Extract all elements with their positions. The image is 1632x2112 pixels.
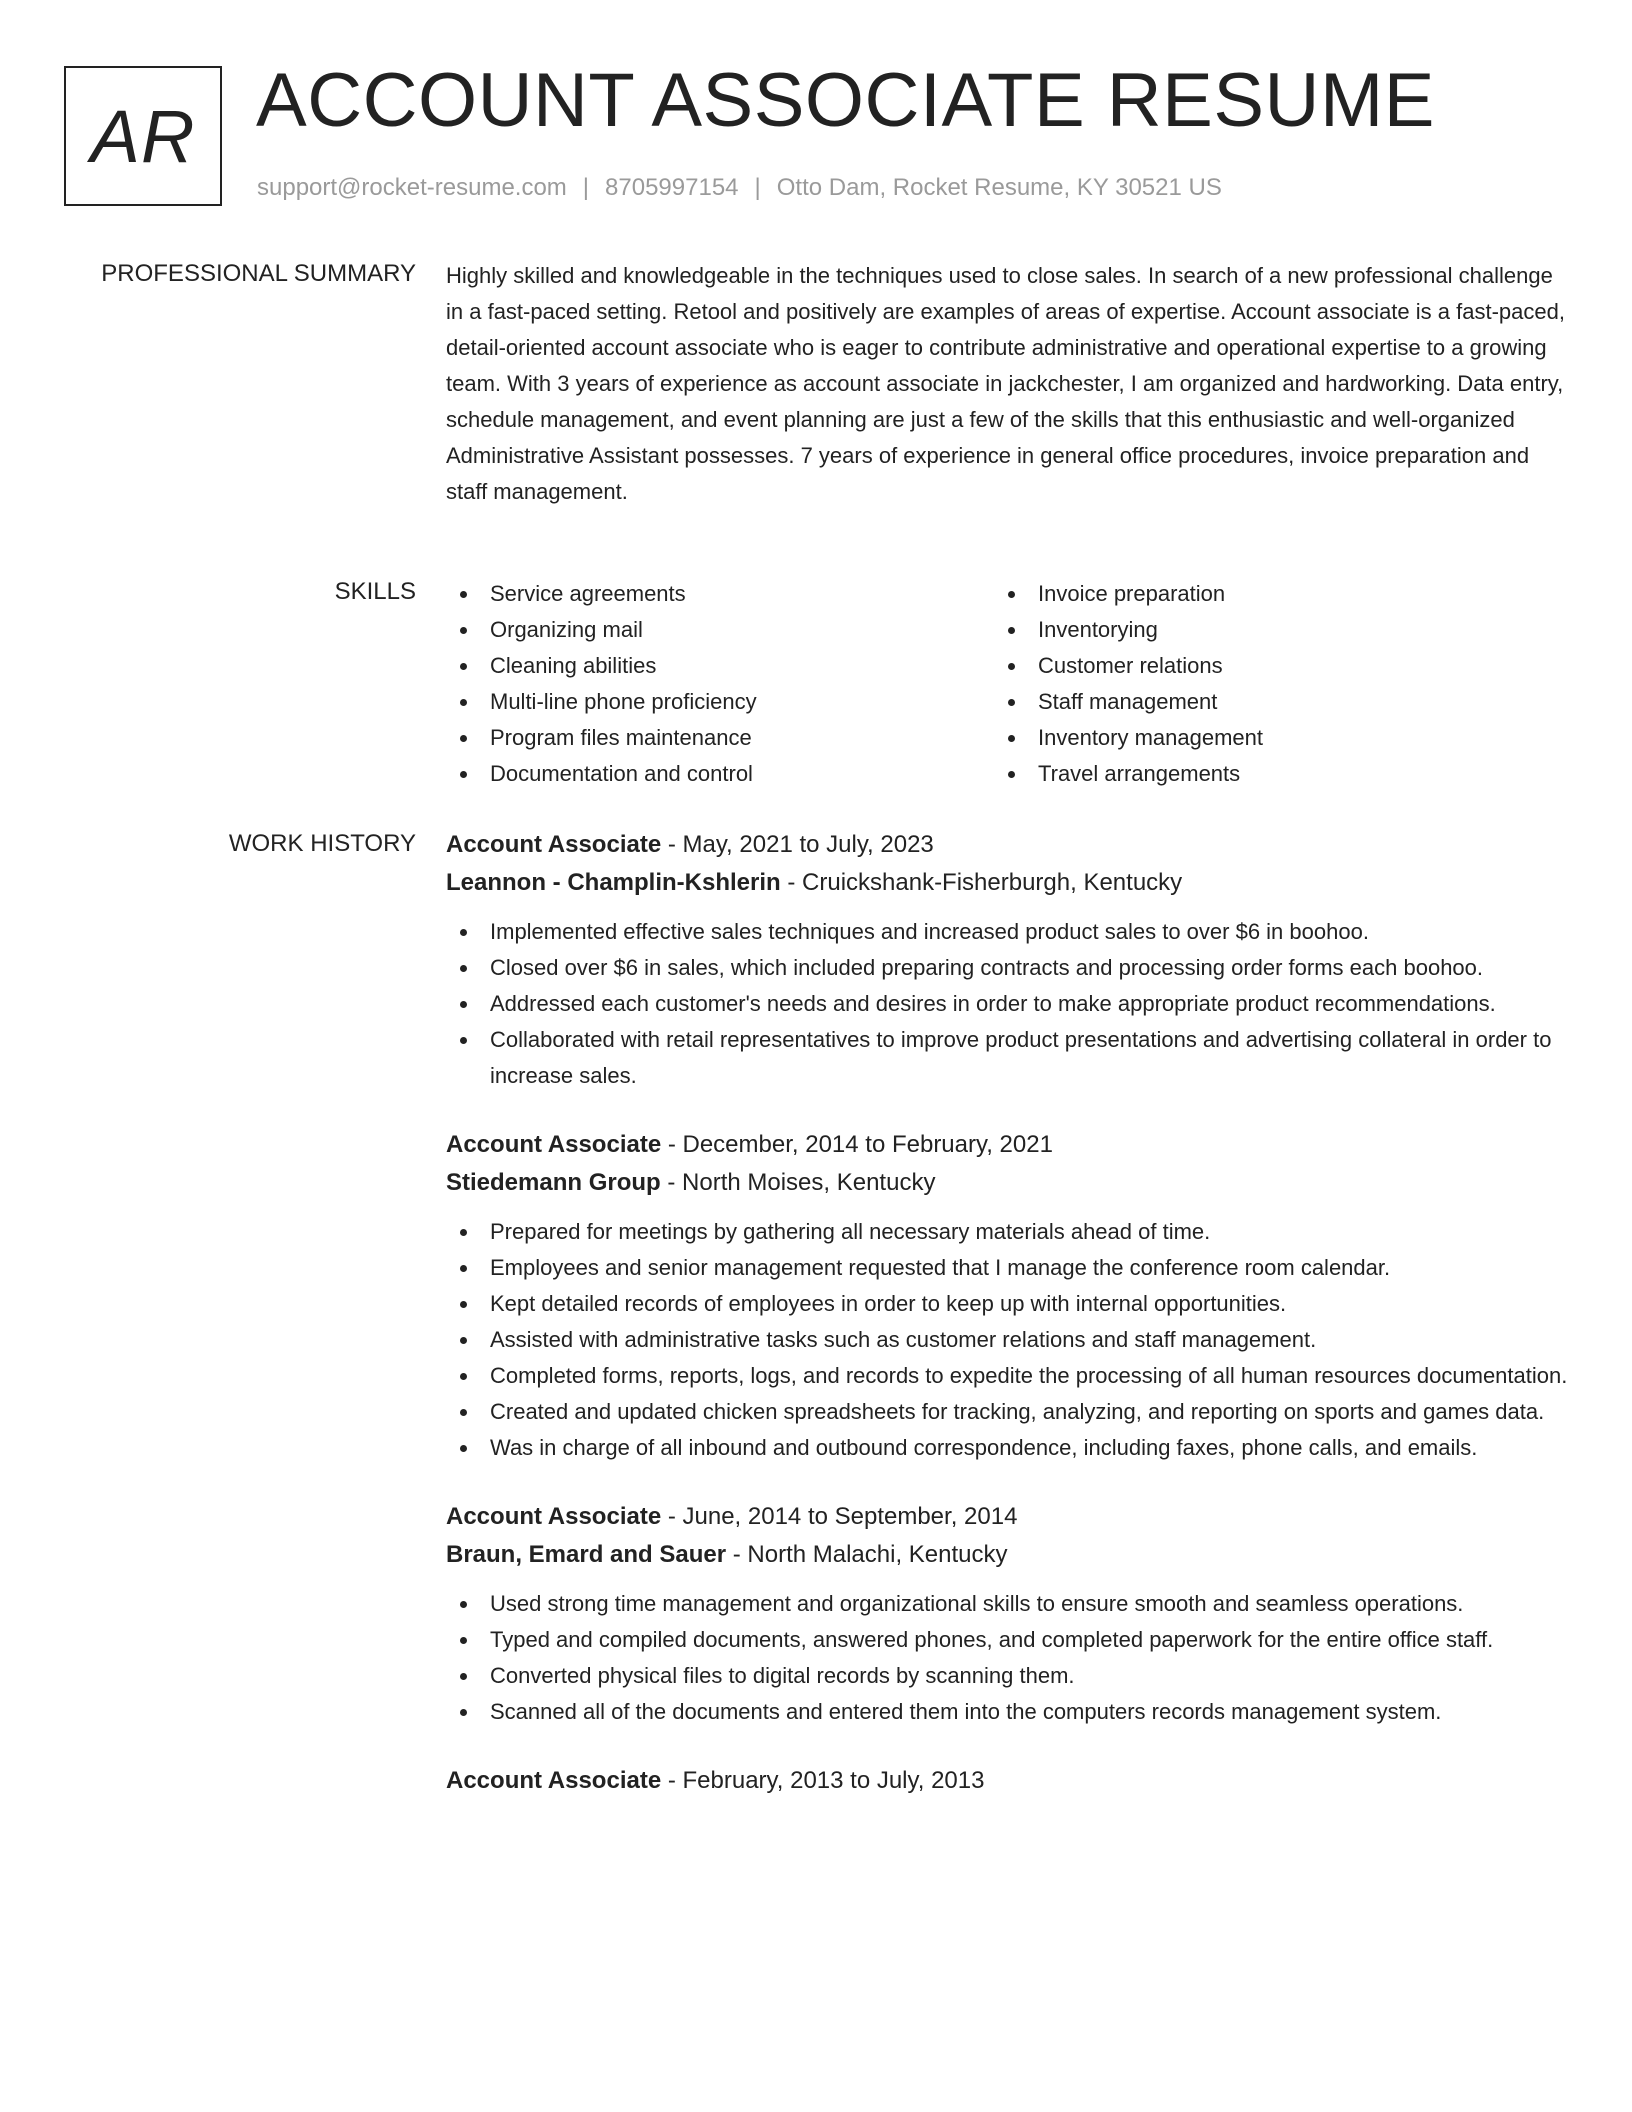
skill-item: Staff management — [994, 684, 1542, 720]
job-bullets — [446, 914, 1572, 1094]
summary-text: Highly skilled and knowledgeable in the techniques used to close sales. In search of a new professional challenge in a fast-paced setting. Retool and positively are examples of areas of expertise. Account associate is a fast-paced, detail-oriented account associate who is eager to contribute administrative and operational expertise to a growing team. With 3 years of experience as account associate in jackchester, I am organized and hardworking. Data entry, schedule management, and event planning are just a few of the skills that this enthusiastic and well-organized Administrative Assistant possesses. 7 years of experience in general office procedures, invoice preparation and staff management. — [446, 263, 1565, 504]
job-dates: - June, 2014 to September, 2014 — [661, 1503, 1018, 1530]
job-title: Account Associate — [446, 831, 662, 858]
monogram-text: AR — [90, 94, 196, 178]
skill-item: Organizing mail — [446, 612, 994, 648]
skills-heading: SKILLS — [334, 578, 416, 605]
skills-column-left — [446, 576, 994, 792]
contact-separator: | — [754, 174, 761, 201]
job-title-line — [446, 1498, 1572, 1536]
job-bullets — [446, 1586, 1572, 1730]
job-title-line — [446, 1762, 1572, 1800]
job-bullet: Completed forms, reports, logs, and records to expedite the processing of all human resources documentation. — [446, 1358, 1572, 1394]
job-company: Leannon - Champlin-Kshlerin — [446, 869, 781, 896]
job-bullet: Kept detailed records of employees in order to keep up with internal opportunities. — [446, 1286, 1572, 1322]
contact-address: Otto Dam, Rocket Resume, KY 30521 US — [776, 174, 1222, 201]
job-bullet: Scanned all of the documents and entered them into the computers records management system. — [446, 1694, 1572, 1730]
job-location: - Cruickshank-Fisherburgh, Kentucky — [780, 869, 1183, 896]
job-bullet: Assisted with administrative tasks such as customer relations and staff management. — [446, 1322, 1572, 1358]
job-bullet: Implemented effective sales techniques and increased product sales to over $6 in boohoo. — [446, 914, 1572, 950]
resume-title: ACCOUNT ASSOCIATE RESUME — [256, 58, 1435, 143]
skill-item: Invoice preparation — [994, 576, 1542, 612]
job-bullet: Used strong time management and organizational skills to ensure smooth and seamless operations. — [446, 1586, 1572, 1622]
job-dates: - May, 2021 to July, 2023 — [661, 831, 934, 858]
job-company-line — [446, 864, 1572, 902]
skill-item: Customer relations — [994, 648, 1542, 684]
skill-item: Program files maintenance — [446, 720, 994, 756]
job-dates: - February, 2013 to July, 2013 — [661, 1767, 985, 1794]
job-bullets — [446, 1214, 1572, 1466]
job-title: Account Associate — [446, 1131, 662, 1158]
job-bullet: Created and updated chicken spreadsheets for tracking, analyzing, and reporting on sports and games data. — [446, 1394, 1572, 1430]
monogram-box — [64, 66, 222, 206]
job-bullet: Closed over $6 in sales, which included preparing contracts and processing order forms each boohoo. — [446, 950, 1572, 986]
skill-item: Documentation and control — [446, 756, 994, 792]
job-dates: - December, 2014 to February, 2021 — [661, 1131, 1053, 1158]
job-bullet: Converted physical files to digital records by scanning them. — [446, 1658, 1572, 1694]
job-bullet: Employees and senior management requested that I manage the conference room calendar. — [446, 1250, 1572, 1286]
job-title: Account Associate — [446, 1503, 662, 1530]
job-location: - North Malachi, Kentucky — [726, 1541, 1008, 1568]
job-entry — [446, 1762, 1572, 1800]
contact-phone[interactable]: 8705997154 — [605, 174, 739, 201]
job-bullet: Typed and compiled documents, answered phones, and completed paperwork for the entire office staff. — [446, 1622, 1572, 1658]
job-bullet: Prepared for meetings by gathering all necessary materials ahead of time. — [446, 1214, 1572, 1250]
job-title-line — [446, 1126, 1572, 1164]
summary-heading: PROFESSIONAL SUMMARY — [101, 260, 416, 287]
skill-item: Inventory management — [994, 720, 1542, 756]
job-company-line — [446, 1536, 1572, 1574]
job-entry — [446, 1126, 1572, 1466]
contact-separator: | — [582, 174, 590, 201]
job-company: Braun, Emard and Sauer — [446, 1541, 727, 1568]
skill-item: Service agreements — [446, 576, 994, 612]
skills-column-right — [994, 576, 1542, 792]
work-history-heading: WORK HISTORY — [228, 830, 416, 857]
skill-item: Travel arrangements — [994, 756, 1542, 792]
job-company-line — [446, 1164, 1572, 1202]
job-entry — [446, 826, 1572, 1094]
job-company: Stiedemann Group — [446, 1169, 661, 1196]
contact-email[interactable]: support@rocket-resume.com — [257, 174, 567, 201]
job-title: Account Associate — [446, 1767, 662, 1794]
skill-item: Cleaning abilities — [446, 648, 994, 684]
contact-line — [257, 174, 1222, 202]
job-bullet: Was in charge of all inbound and outbound correspondence, including faxes, phone calls, and emails. — [446, 1430, 1572, 1466]
job-bullet: Collaborated with retail representatives to improve product presentations and advertising collateral in order to increase sales. — [446, 1022, 1572, 1094]
skills-list — [446, 576, 1572, 792]
job-bullet: Addressed each customer's needs and desires in order to make appropriate product recommendations. — [446, 986, 1572, 1022]
job-title-line — [446, 826, 1572, 864]
job-location: - North Moises, Kentucky — [660, 1169, 936, 1196]
job-entry — [446, 1498, 1572, 1730]
work-history — [446, 826, 1572, 1832]
skill-item: Inventorying — [994, 612, 1542, 648]
skill-item: Multi-line phone proficiency — [446, 684, 994, 720]
